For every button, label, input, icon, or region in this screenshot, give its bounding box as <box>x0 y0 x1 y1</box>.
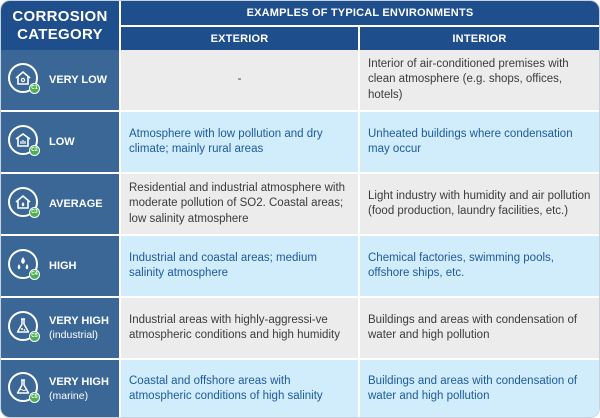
category-icon-cell <box>1 360 45 418</box>
category-subtitle: (industrial) <box>49 329 99 341</box>
category-icon-cell <box>1 298 45 360</box>
category-name: HIGH <box>49 260 77 272</box>
category-label <box>45 50 121 112</box>
interior-cell: Interior of air-conditioned premises with clean atmosphere (e.g. shops, offices, hotels) <box>360 50 599 112</box>
building-steam-icon <box>8 125 38 155</box>
header-category-line2: CATEGORY <box>17 25 103 43</box>
house-icon <box>8 63 38 93</box>
house-drop-icon <box>8 187 38 217</box>
category-badge: C1 <box>29 83 40 94</box>
header-interior: INTERIOR <box>360 27 599 50</box>
category-icon-cell <box>1 174 45 236</box>
category-label <box>45 298 121 360</box>
table-row <box>1 112 599 174</box>
category-label <box>45 236 121 298</box>
category-name: AVERAGE <box>49 198 103 210</box>
exterior-cell: Coastal and offshore areas with atmospheric conditions of high salinity <box>121 360 360 418</box>
interior-cell: Buildings and areas with condensation of water and high pollution <box>360 298 599 360</box>
interior-cell: Chemical factories, swimming pools, offshore ships, etc. <box>360 236 599 298</box>
exterior-cell: Atmosphere with low pollution and dry climate; mainly rural areas <box>121 112 360 174</box>
exterior-cell: - <box>121 50 360 112</box>
header-corrosion-category <box>1 1 121 50</box>
exterior-cell: Industrial and coastal areas; medium salinity atmosphere <box>121 236 360 298</box>
category-name: VERY HIGH <box>49 315 109 327</box>
interior-cell: Light industry with humidity and air pollution (food production, laundry facilities, etc.) <box>360 174 599 236</box>
category-name: LOW <box>49 136 75 148</box>
category-name: VERY HIGH <box>49 376 109 388</box>
drops-icon <box>8 249 38 279</box>
exterior-cell: Residential and industrial atmosphere with moderate pollution of SO2. Coastal areas; low salinity atmosphere <box>121 174 360 236</box>
interior-cell: Buildings and areas with condensation of water and high pollution <box>360 360 599 418</box>
category-label <box>45 112 121 174</box>
table-row <box>1 298 599 360</box>
category-name: VERY LOW <box>49 74 108 86</box>
category-icon-cell <box>1 112 45 174</box>
table-row <box>1 174 599 236</box>
category-icon-cell <box>1 50 45 112</box>
table-row <box>1 50 599 112</box>
category-badge: C2 <box>29 145 40 156</box>
exterior-cell: Industrial areas with highly-aggressi-ve atmospheric conditions and high humidity <box>121 298 360 360</box>
category-icon-cell <box>1 236 45 298</box>
header-category-line1: CORROSION <box>12 7 108 25</box>
category-subtitle: (marine) <box>49 390 89 402</box>
category-badge: C5 <box>29 392 40 403</box>
corrosion-category-table <box>1 1 599 418</box>
header-exterior: EXTERIOR <box>121 27 360 50</box>
flask-icon <box>8 311 38 341</box>
category-label <box>45 174 121 236</box>
header-examples: EXAMPLES OF TYPICAL ENVIRONMENTS <box>121 1 599 27</box>
category-label <box>45 360 121 418</box>
flask-icon <box>8 372 38 402</box>
category-badge: C5 <box>29 331 40 342</box>
table-row <box>1 360 599 418</box>
category-badge: C4 <box>29 269 40 280</box>
table-row <box>1 236 599 298</box>
interior-cell: Unheated buildings where condensation may occur <box>360 112 599 174</box>
category-badge: C3 <box>29 207 40 218</box>
